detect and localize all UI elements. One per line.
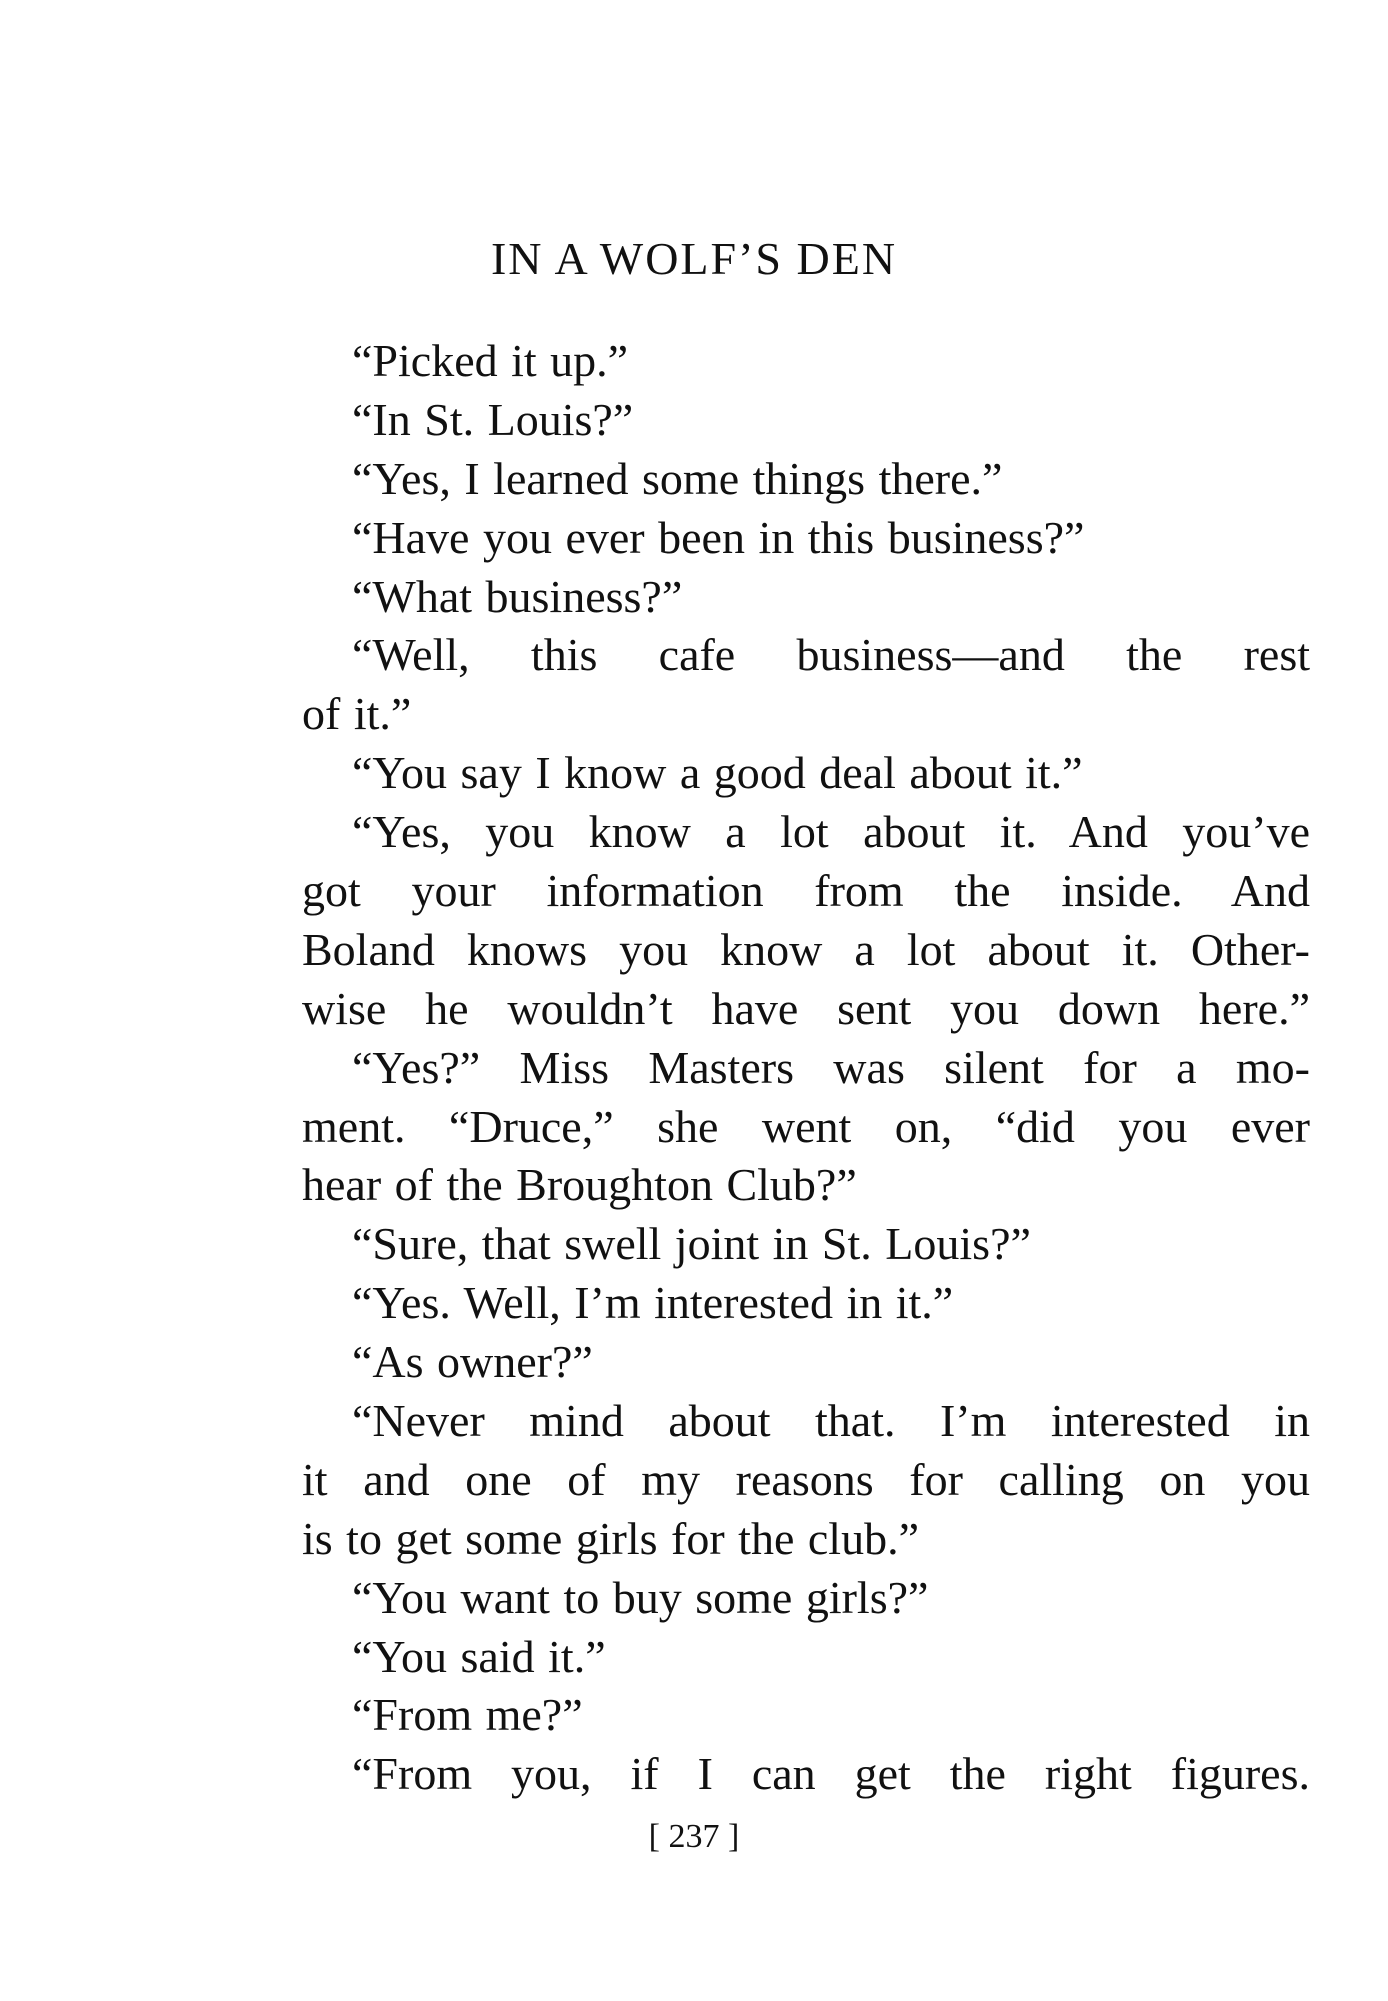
text-line: “Well, this cafe business—and the rest (352, 629, 1310, 681)
text-line: “From me?” (352, 1689, 583, 1741)
text-line: “You want to buy some girls?” (352, 1571, 929, 1623)
text-line: ment. “Druce,” she went on, “did you ever (302, 1100, 1310, 1152)
text-line: is to get some girls for the club.” (302, 1512, 919, 1564)
text-line: it and one of my reasons for calling on you (302, 1453, 1310, 1505)
text-line: “Have you ever been in this business?” (352, 511, 1085, 563)
text-line: got your information from the inside. And (302, 865, 1310, 917)
text-line: “Yes. Well, I’m interested in it.” (352, 1277, 954, 1329)
text-line: “You said it.” (352, 1630, 606, 1682)
body-text (302, 332, 1310, 1804)
text-line: Boland knows you know a lot about it. Other- (302, 923, 1310, 975)
text-line: “Never mind about that. I’m interested in (352, 1395, 1310, 1447)
page-number: [ 237 ] (648, 1818, 740, 1855)
text-line: “Yes, I learned some things there.” (352, 452, 1003, 504)
text-line: “As owner?” (352, 1336, 593, 1388)
text-line: “You say I know a good deal about it.” (352, 747, 1083, 799)
text-line: “What business?” (352, 570, 683, 622)
text-line: wise he wouldn’t have sent you down here.” (302, 982, 1310, 1034)
text-line: “Picked it up.” (352, 335, 629, 386)
text-line: “Sure, that swell joint in St. Louis?” (352, 1218, 1031, 1270)
text-line: “Yes?” Miss Masters was silent for a mo- (352, 1041, 1310, 1093)
text-line: “Yes, you know a lot about it. And you’ve (352, 806, 1310, 858)
text-line: of it.” (302, 688, 412, 740)
text-line: “In St. Louis?” (352, 393, 634, 445)
text-line: hear of the Broughton Club?” (302, 1159, 857, 1211)
text-line: “From you, if I can get the right figures. (352, 1748, 1310, 1800)
running-head-title: IN A WOLF’S DEN (490, 233, 898, 284)
